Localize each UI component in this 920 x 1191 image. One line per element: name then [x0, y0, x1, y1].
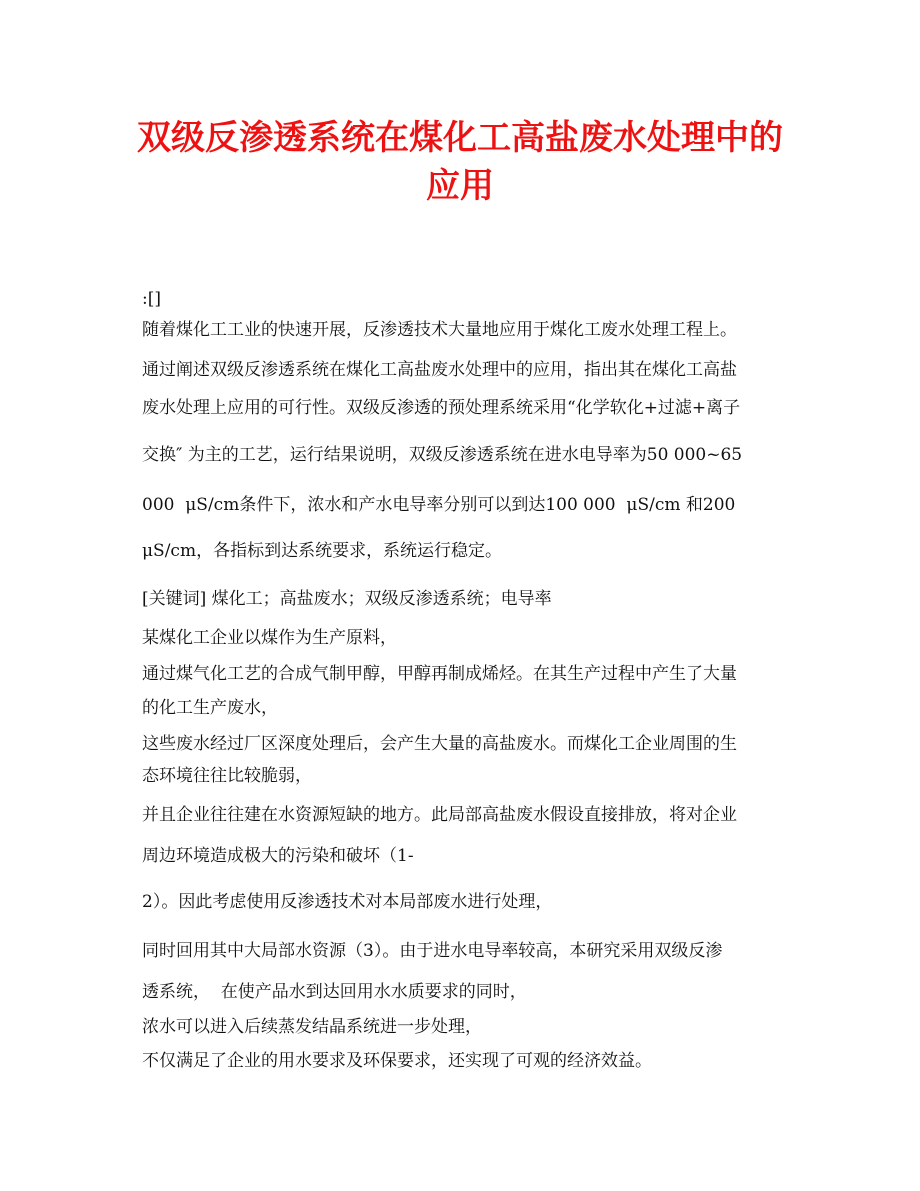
body-line: :[] [142, 289, 161, 309]
page-title-line-2: 应用 [426, 166, 494, 206]
body-line: 同时回用其中大局部水资源（3）。由于进水电导率较高，本研究采用双级反渗 [142, 941, 723, 961]
body-line: 交换″ 为主的工艺，运行结果说明，双级反渗透系统在进水电导率为50 000~65 [142, 445, 743, 465]
body-line: 的化工生产废水， [142, 698, 278, 718]
body-line: 000 μS/cm条件下，浓水和产水电导率分别可以到达100 000 μS/cm 和200 [142, 495, 736, 515]
body-line: 通过煤气化工艺的合成气制甲醇，甲醇再制成烯烃。在其生产过程中产生了大量 [142, 664, 737, 684]
body-line: 某煤化工企业以煤作为生产原料， [142, 628, 397, 648]
page-title-line-1: 双级反渗透系统在煤化工高盐废水处理中的 [137, 118, 783, 158]
body-line: μS/cm，各指标到达系统要求，系统运行稳定。 [142, 541, 503, 561]
body-line: 浓水可以进入后续蒸发结晶系统进一步处理， [142, 1017, 482, 1037]
body-line: 周边环境造成极大的污染和破坏（1- [142, 846, 414, 866]
keywords-line: [关键词] 煤化工；高盐废水；双级反渗透系统；电导率 [142, 589, 552, 609]
body-line: 不仅满足了企业的用水要求及环保要求，还实现了可观的经济效益。 [142, 1051, 652, 1071]
body-line: 并且企业往往建在水资源短缺的地方。此局部高盐废水假设直接排放，将对企业 [142, 805, 737, 825]
body-line: 态环境往往比较脆弱， [142, 766, 312, 786]
body-line: 2）。因此考虑使用反渗透技术对本局部废水进行处理， [142, 892, 553, 912]
body-line: 这些废水经过厂区深度处理后，会产生大量的高盐废水。而煤化工企业周围的生 [142, 734, 737, 754]
body-line: 通过阐述双级反渗透系统在煤化工高盐废水处理中的应用，指出其在煤化工高盐 [142, 360, 737, 380]
body-line: 透系统， 在使产品水到达回用水水质要求的同时， [142, 982, 527, 1002]
body-line: 废水处理上应用的可行性。双级反渗透的预处理系统采用“化学软化+过滤+离子 [142, 398, 741, 418]
body-line: 随着煤化工工业的快速开展，反渗透技术大量地应用于煤化工废水处理工程上。 [142, 320, 737, 340]
